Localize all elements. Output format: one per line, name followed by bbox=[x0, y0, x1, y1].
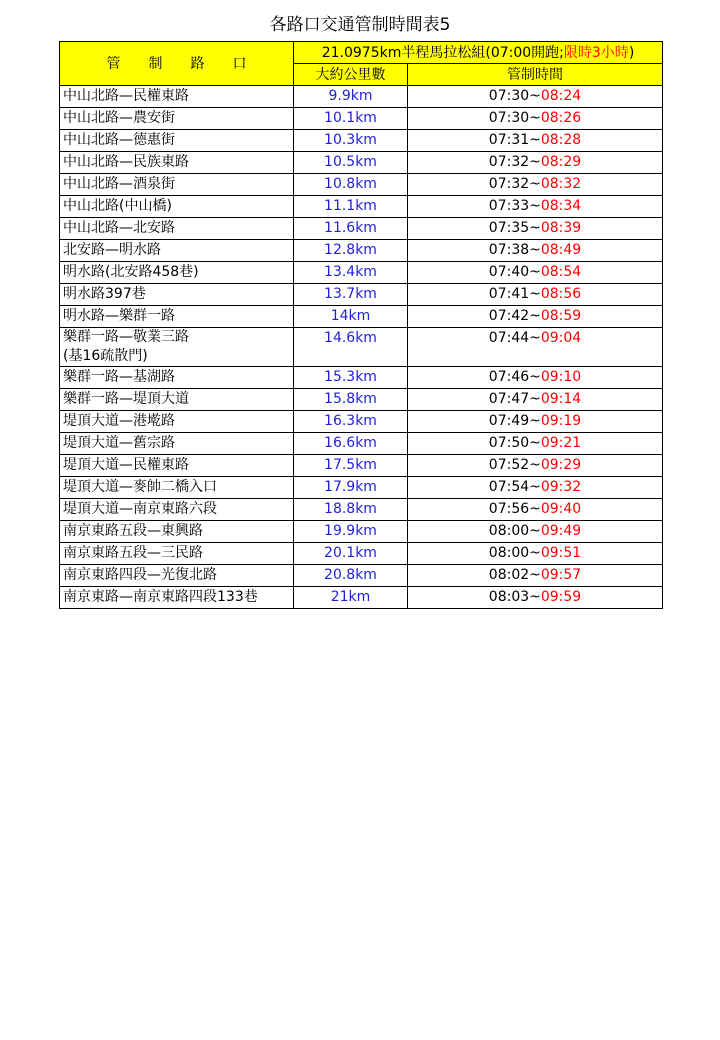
document-title: 各路口交通管制時間表5 bbox=[269, 15, 451, 35]
start-time: 07:32~ bbox=[488, 154, 541, 170]
start-time: 07:30~ bbox=[488, 88, 541, 104]
table-row bbox=[60, 108, 663, 130]
start-time: 07:32~ bbox=[488, 176, 541, 192]
table-row bbox=[60, 240, 663, 262]
table-row bbox=[60, 218, 663, 240]
table-row bbox=[60, 455, 663, 477]
distance-cell: 10.5km bbox=[294, 152, 408, 174]
header-distance: 大約公里數 bbox=[294, 64, 408, 86]
end-time: 08:32 bbox=[540, 176, 582, 192]
control-time-cell bbox=[408, 411, 663, 433]
distance-cell: 13.4km bbox=[294, 262, 408, 284]
table-row bbox=[60, 306, 663, 328]
intersection-name: 明水路(北安路458巷) bbox=[63, 264, 199, 280]
start-time: 07:44~ bbox=[488, 330, 541, 346]
intersection-cell bbox=[60, 499, 294, 521]
distance-cell: 14km bbox=[294, 306, 408, 328]
intersection-name: 中山北路—農安街 bbox=[63, 110, 175, 126]
intersection-cell bbox=[60, 411, 294, 433]
intersection-name: 中山北路—酒泉街 bbox=[63, 176, 175, 192]
intersection-name: 中山北路—民族東路 bbox=[63, 154, 189, 170]
distance-cell: 9.9km bbox=[294, 86, 408, 108]
control-time-cell bbox=[408, 389, 663, 411]
end-time: 08:39 bbox=[540, 220, 582, 236]
end-time: 09:51 bbox=[540, 545, 582, 561]
start-time: 07:50~ bbox=[488, 435, 541, 451]
start-time: 07:54~ bbox=[488, 479, 541, 495]
table-row bbox=[60, 521, 663, 543]
table-row bbox=[60, 130, 663, 152]
intersection-cell bbox=[60, 284, 294, 306]
end-time: 09:29 bbox=[540, 457, 582, 473]
header-event bbox=[294, 42, 663, 64]
control-time-cell bbox=[408, 433, 663, 455]
distance-cell: 12.8km bbox=[294, 240, 408, 262]
control-time-cell bbox=[408, 284, 663, 306]
header-intersection: 管制路口 bbox=[60, 42, 294, 86]
end-time: 09:59 bbox=[540, 589, 582, 605]
end-time: 08:29 bbox=[540, 154, 582, 170]
control-time-cell bbox=[408, 367, 663, 389]
intersection-name: 中山北路—德惠街 bbox=[63, 132, 175, 148]
start-time: 08:00~ bbox=[488, 523, 541, 539]
start-time: 08:02~ bbox=[488, 567, 541, 583]
end-time: 08:26 bbox=[540, 110, 582, 126]
intersection-cell bbox=[60, 218, 294, 240]
intersection-cell bbox=[60, 389, 294, 411]
control-time-cell bbox=[408, 565, 663, 587]
distance-cell: 10.8km bbox=[294, 174, 408, 196]
table-row bbox=[60, 433, 663, 455]
intersection-note: (基16疏散門) bbox=[63, 348, 148, 364]
distance-cell: 16.3km bbox=[294, 411, 408, 433]
table-row bbox=[60, 411, 663, 433]
end-time: 09:57 bbox=[540, 567, 582, 583]
control-time-cell bbox=[408, 86, 663, 108]
intersection-name: 中山北路(中山橋) bbox=[63, 198, 172, 214]
distance-cell: 21km bbox=[294, 587, 408, 609]
start-time: 07:49~ bbox=[488, 413, 541, 429]
start-time: 07:31~ bbox=[488, 132, 541, 148]
intersection-cell bbox=[60, 521, 294, 543]
end-time: 09:10 bbox=[540, 369, 582, 385]
table-row bbox=[60, 565, 663, 587]
distance-cell: 10.3km bbox=[294, 130, 408, 152]
end-time: 09:04 bbox=[540, 330, 582, 346]
start-time: 07:46~ bbox=[488, 369, 541, 385]
intersection-cell bbox=[60, 433, 294, 455]
end-time: 08:28 bbox=[540, 132, 582, 148]
intersection-cell bbox=[60, 367, 294, 389]
intersection-cell bbox=[60, 328, 294, 367]
intersection-name: 明水路397巷 bbox=[63, 286, 146, 302]
end-time: 08:34 bbox=[540, 198, 582, 214]
distance-cell: 17.5km bbox=[294, 455, 408, 477]
start-time: 07:47~ bbox=[488, 391, 541, 407]
start-time: 07:52~ bbox=[488, 457, 541, 473]
header-event-prefix: 21.0975km半程馬拉松組(07:00開跑; bbox=[321, 44, 564, 61]
intersection-name: 中山北路—北安路 bbox=[63, 220, 175, 236]
intersection-cell bbox=[60, 543, 294, 565]
table-row bbox=[60, 367, 663, 389]
intersection-name: 南京東路五段—東興路 bbox=[63, 523, 203, 539]
distance-cell: 20.1km bbox=[294, 543, 408, 565]
control-time-cell bbox=[408, 499, 663, 521]
intersection-cell bbox=[60, 152, 294, 174]
end-time: 09:14 bbox=[540, 391, 582, 407]
table-row bbox=[60, 262, 663, 284]
table-body bbox=[60, 86, 663, 609]
intersection-cell bbox=[60, 565, 294, 587]
distance-cell: 17.9km bbox=[294, 477, 408, 499]
control-time-cell bbox=[408, 587, 663, 609]
distance-cell: 14.6km bbox=[294, 328, 408, 367]
table-row bbox=[60, 389, 663, 411]
intersection-cell bbox=[60, 262, 294, 284]
intersection-cell bbox=[60, 108, 294, 130]
header-row-1 bbox=[60, 42, 663, 64]
intersection-name: 堤頂大道—麥帥二橋入口 bbox=[63, 479, 217, 495]
end-time: 08:59 bbox=[540, 308, 582, 324]
control-time-cell bbox=[408, 196, 663, 218]
start-time: 07:41~ bbox=[488, 286, 541, 302]
start-time: 07:35~ bbox=[488, 220, 541, 236]
intersection-name: 樂群一路—堤頂大道 bbox=[63, 391, 189, 407]
intersection-name: 堤頂大道—舊宗路 bbox=[63, 435, 175, 451]
control-time-cell bbox=[408, 543, 663, 565]
intersection-name: 南京東路五段—三民路 bbox=[63, 545, 203, 561]
intersection-cell bbox=[60, 130, 294, 152]
intersection-cell bbox=[60, 240, 294, 262]
intersection-name: 堤頂大道—民權東路 bbox=[63, 457, 189, 473]
table-row bbox=[60, 86, 663, 108]
intersection-name: 堤頂大道—港墘路 bbox=[63, 413, 175, 429]
intersection-name: 堤頂大道—南京東路六段 bbox=[63, 501, 217, 517]
intersection-cell bbox=[60, 86, 294, 108]
distance-cell: 11.6km bbox=[294, 218, 408, 240]
end-time: 09:19 bbox=[540, 413, 582, 429]
control-time-cell bbox=[408, 130, 663, 152]
table-row bbox=[60, 477, 663, 499]
intersection-cell bbox=[60, 174, 294, 196]
distance-cell: 19.9km bbox=[294, 521, 408, 543]
control-time-cell bbox=[408, 108, 663, 130]
start-time: 07:40~ bbox=[488, 264, 541, 280]
end-time: 09:32 bbox=[540, 479, 582, 495]
distance-cell: 16.6km bbox=[294, 433, 408, 455]
start-time: 07:38~ bbox=[488, 242, 541, 258]
start-time: 07:56~ bbox=[488, 501, 541, 517]
control-time-cell bbox=[408, 477, 663, 499]
intersection-name: 樂群一路—基湖路 bbox=[63, 369, 175, 385]
end-time: 09:40 bbox=[540, 501, 582, 517]
control-time-cell bbox=[408, 218, 663, 240]
start-time: 08:03~ bbox=[488, 589, 541, 605]
intersection-cell bbox=[60, 306, 294, 328]
end-time: 08:49 bbox=[540, 242, 582, 258]
header-control-time: 管制時間 bbox=[408, 64, 663, 86]
control-time-cell bbox=[408, 521, 663, 543]
start-time: 08:00~ bbox=[488, 545, 541, 561]
control-time-cell bbox=[408, 262, 663, 284]
table-row bbox=[60, 499, 663, 521]
intersection-cell bbox=[60, 587, 294, 609]
table-row bbox=[60, 152, 663, 174]
traffic-control-table bbox=[59, 41, 663, 609]
table-row bbox=[60, 174, 663, 196]
control-time-cell bbox=[408, 174, 663, 196]
start-time: 07:30~ bbox=[488, 110, 541, 126]
intersection-cell bbox=[60, 455, 294, 477]
table-row bbox=[60, 284, 663, 306]
distance-cell: 15.3km bbox=[294, 367, 408, 389]
intersection-name: 北安路—明水路 bbox=[63, 242, 161, 258]
distance-cell: 20.8km bbox=[294, 565, 408, 587]
end-time: 08:56 bbox=[540, 286, 582, 302]
intersection-name: 樂群一路—敬業三路 bbox=[63, 329, 189, 345]
intersection-cell bbox=[60, 196, 294, 218]
end-time: 08:54 bbox=[540, 264, 582, 280]
control-time-cell bbox=[408, 455, 663, 477]
end-time: 08:24 bbox=[540, 88, 582, 104]
distance-cell: 11.1km bbox=[294, 196, 408, 218]
end-time: 09:21 bbox=[540, 435, 582, 451]
end-time: 09:49 bbox=[540, 523, 582, 539]
header-event-suffix: ) bbox=[628, 44, 635, 61]
intersection-name: 明水路—樂群一路 bbox=[63, 308, 175, 324]
header-event-limit: 限時3小時 bbox=[563, 44, 629, 61]
distance-cell: 10.1km bbox=[294, 108, 408, 130]
table-row bbox=[60, 543, 663, 565]
start-time: 07:42~ bbox=[488, 308, 541, 324]
control-time-cell bbox=[408, 152, 663, 174]
start-time: 07:33~ bbox=[488, 198, 541, 214]
table-row bbox=[60, 196, 663, 218]
table-row bbox=[60, 587, 663, 609]
control-time-cell bbox=[408, 240, 663, 262]
control-time-cell bbox=[408, 328, 663, 367]
distance-cell: 15.8km bbox=[294, 389, 408, 411]
distance-cell: 18.8km bbox=[294, 499, 408, 521]
control-time-cell bbox=[408, 306, 663, 328]
intersection-name: 南京東路—南京東路四段133巷 bbox=[63, 589, 258, 605]
table-row bbox=[60, 328, 663, 367]
intersection-cell bbox=[60, 477, 294, 499]
intersection-name: 中山北路—民權東路 bbox=[63, 88, 189, 104]
distance-cell: 13.7km bbox=[294, 284, 408, 306]
intersection-name: 南京東路四段—光復北路 bbox=[63, 567, 217, 583]
